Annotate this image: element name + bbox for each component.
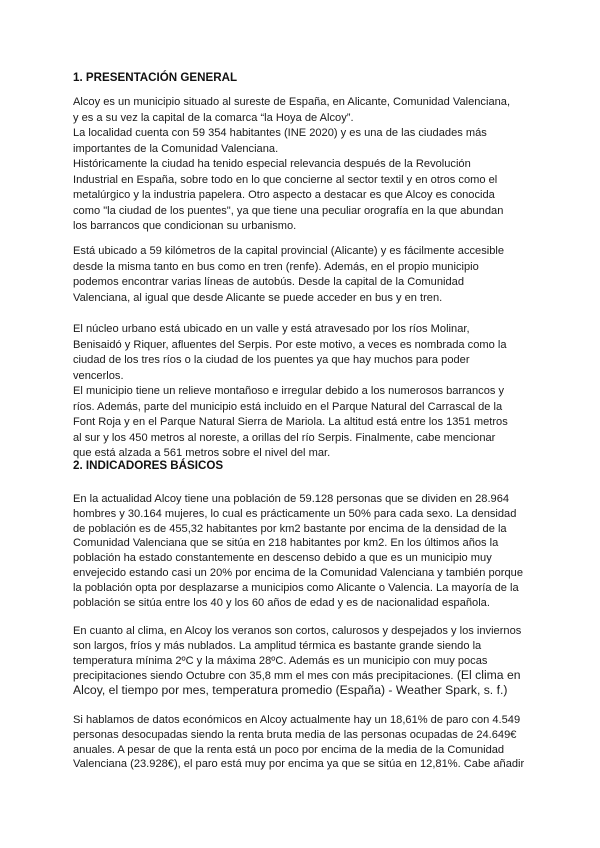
citation: Alcoy, el tiempo por mes, temperatura promedio (España) - Weather Spark, s. f.) [73, 683, 508, 698]
section-heading-presentacion: 1. PRESENTACIÓN GENERAL [73, 71, 238, 84]
text-line: Está ubicado a 59 kilómetros de la capital provincial (Alicante) y es fácilmente accesible [73, 245, 505, 257]
text-line: El municipio tiene un relieve montañoso e irregular debido a los numerosos barrancos y [73, 385, 505, 397]
paragraph-climate [73, 624, 543, 698]
text-line: Benisaidó y Riquer, afluentes del Serpis. Por este motivo, a veces es nombrada como la [73, 338, 507, 351]
text-line: importantes de la Comunidad Valenciana. [73, 142, 279, 155]
text-line: desde la misma tanto en bus como en tren (renfe). Además, en el propio municipio [73, 260, 479, 273]
text-line: Font Roja y en el Parque Natural Sierra de Mariola. La altitud está entre los 1351 metros [73, 416, 508, 428]
text-line: vencerlos. [73, 369, 124, 382]
text-line: temperatura mínima 2ºC y la máxima 28ºC. Además es un municipio con muy pocas [73, 654, 488, 667]
text-line: ríos. Además, parte del municipio está incluido en el Parque Natural del Carrascal de la [73, 400, 503, 413]
text-line: la población opta por desplazarse a municipios como Alicante o Valencia. La mayoría de la [73, 581, 519, 594]
text-line: de población es de 455,32 habitantes por km2 bastante por encima de la densidad de la [73, 522, 507, 535]
text-line: metalúrgico y la industria papelera. Otro aspecto a destacar es que Alcoy es conocida [73, 189, 495, 201]
text-line: personas desocupadas siendo la renta bruta media de las personas ocupadas de 24.649€ [73, 728, 517, 741]
text-line: envejecido estando casi un 20% por encima de la Comunidad Valenciana y también porque [73, 566, 523, 579]
paragraph [73, 492, 543, 610]
text-line: población se sitúa entre los 40 y los 60 años de edad y es de nacionalidad española. [73, 596, 490, 609]
paragraph [73, 244, 543, 306]
text-line [73, 668, 543, 683]
text-line: y es a su vez la capital de la comarca “la Hoya de Alcoy”. [73, 111, 354, 124]
text-line: como "la ciudad de los puentes", ya que tiene una peculiar orografía en la que abundan [73, 204, 504, 217]
text-line: El núcleo urbano está ubicado en un valle y está atravesado por los ríos Molinar, [73, 323, 470, 335]
text-line: son largos, fríos y más nublados. La amplitud térmica es bastante grande siendo la [73, 639, 482, 652]
text-segment: precipitaciones siendo Octubre con 35,8 mm el mes con más precipitaciones. [73, 670, 454, 683]
text-line: Alcoy es un municipio situado al sureste de España, en Alicante, Comunidad Valenciana, [73, 96, 511, 108]
text-line: ciudad de los tres ríos o la ciudad de los puentes ya que hay muchos para poder [73, 354, 470, 366]
paragraph [73, 322, 543, 462]
text-line: En la actualidad Alcoy tiene una población de 59.128 personas que se dividen en 28.964 [73, 493, 510, 505]
text-line: Valenciana (23.928€), el paro está muy por encima ya que se sitúa en 12,81%. Cabe añadir [73, 758, 525, 771]
text-line: hombres y 30.164 mujeres, lo cual es prácticamente un 50% para cada sexo. La densidad [73, 507, 517, 520]
text-line: población ha estado constantemente en descenso debido a que es un municipio muy [73, 552, 492, 565]
text-line: que está alzada a 561 metros sobre el nivel del mar. [73, 447, 331, 459]
paragraph [73, 95, 543, 235]
citation: (El clima en [453, 668, 521, 683]
text-line: Si hablamos de datos económicos en Alcoy actualmente hay un 18,61% de paro con 4.549 [73, 714, 521, 726]
text-line: al sur y los 450 metros al noreste, a orillas del río Serpis. Finalmente, cabe mencionar [73, 431, 496, 444]
text-line: Comunidad Valenciana que se sitúa en 218 habitantes por km2. En los últimos años la [73, 537, 499, 550]
text-line: Históricamente la ciudad ha tenido especial relevancia después de la Revolución [73, 158, 471, 170]
text-line: anuales. A pesar de que la renta está un poco por encima de la media de la Comunidad [73, 743, 505, 756]
text-line: podemos encontrar varias líneas de autobús. Desde la capital de la Comunidad [73, 276, 464, 288]
paragraph [73, 713, 543, 772]
text-line: La localidad cuenta con 59 354 habitantes (INE 2020) y es una de las ciudades más [73, 127, 487, 139]
text-line: los barrancos que condicionan su urbanismo. [73, 220, 297, 232]
text-line: Industrial en España, sobre todo en lo que concierne al sector textil y en otros como el [73, 173, 498, 186]
text-line: En cuanto al clima, en Alcoy los veranos son cortos, calurosos y despejados y los inviernos [73, 625, 522, 637]
text-line: Valenciana, al igual que desde Alicante se puede acceder en bus y en tren. [73, 291, 443, 304]
section-heading-indicadores: 2. INDICADORES BÁSICOS [73, 459, 224, 472]
